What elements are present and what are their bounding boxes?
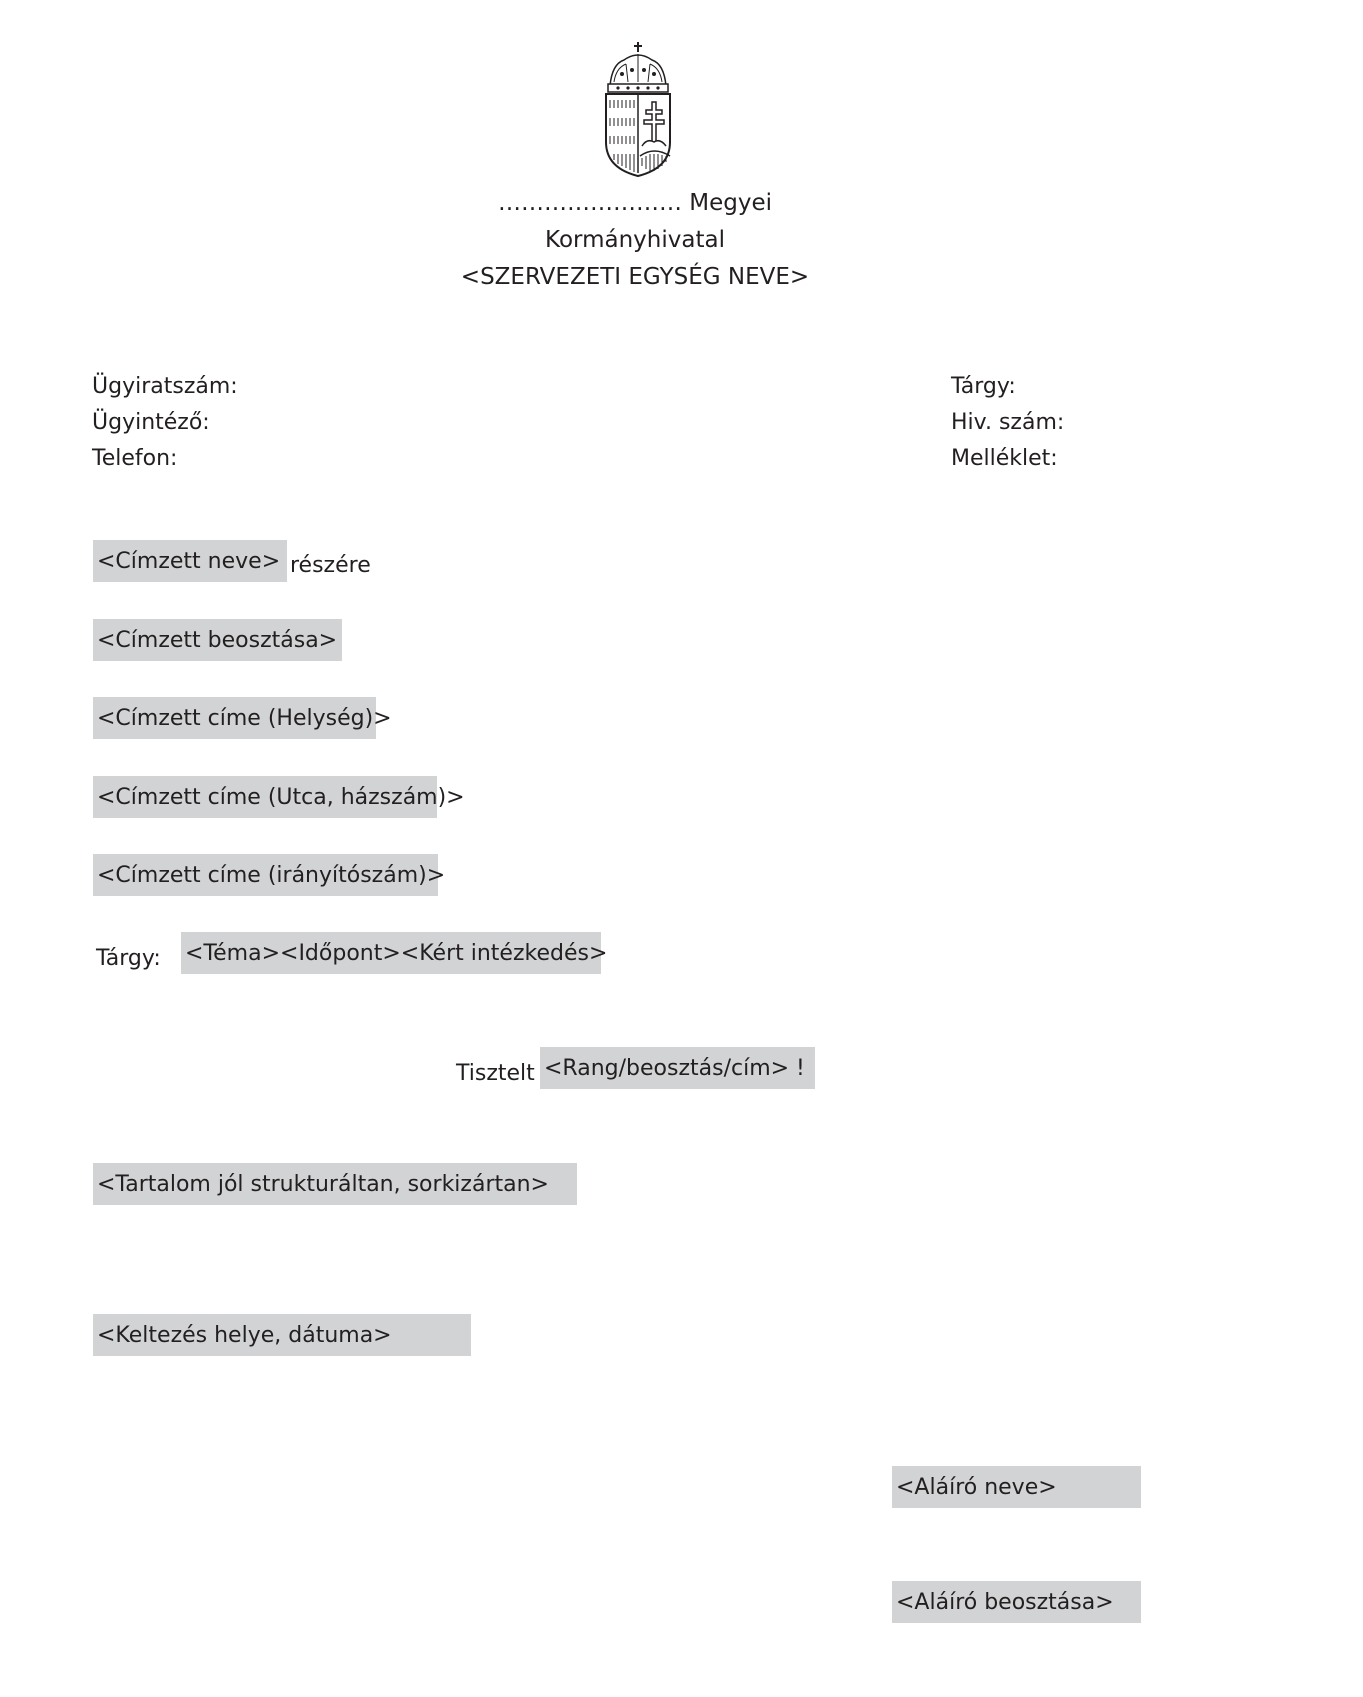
case-handler-label: Ügyintéző:: [92, 410, 210, 435]
subject-meta-label: Tárgy:: [951, 374, 1016, 399]
phone-label: Telefon:: [92, 446, 178, 471]
subject-label: Tárgy:: [96, 946, 161, 971]
recipient-city-field[interactable]: <Címzett címe (Helység)>: [93, 697, 376, 739]
subject-field[interactable]: <Téma><Időpont><Kért intézkedés>: [181, 932, 601, 974]
salutation-prefix: Tisztelt: [456, 1061, 535, 1086]
recipient-name-field[interactable]: <Címzett neve>: [93, 540, 287, 582]
recipient-street-field[interactable]: <Címzett címe (Utca, házszám)>: [93, 776, 437, 818]
org-line-3: <SZERVEZETI EGYSÉG NEVE>: [460, 264, 810, 290]
recipient-suffix: részére: [290, 553, 371, 578]
recipient-position-field[interactable]: <Címzett beosztása>: [93, 619, 342, 661]
signer-name-field[interactable]: <Aláíró neve>: [892, 1466, 1141, 1508]
reference-number-label: Hiv. szám:: [951, 410, 1065, 435]
body-content-field[interactable]: <Tartalom jól strukturáltan, sorkizártan>: [93, 1163, 577, 1205]
recipient-zip-field[interactable]: <Címzett címe (irányítószám)>: [93, 854, 438, 896]
org-line-2: Kormányhivatal: [545, 227, 725, 253]
org-line-1: …………………… Megyei: [497, 190, 773, 216]
dateline-field[interactable]: <Keltezés helye, dátuma>: [93, 1314, 471, 1356]
case-number-label: Ügyiratszám:: [92, 374, 238, 399]
attachment-label: Melléklet:: [951, 446, 1058, 471]
signer-position-field[interactable]: <Aláíró beosztása>: [892, 1581, 1141, 1623]
coat-of-arms-icon: [602, 42, 674, 178]
salutation-field[interactable]: <Rang/beosztás/cím> !: [540, 1047, 815, 1089]
